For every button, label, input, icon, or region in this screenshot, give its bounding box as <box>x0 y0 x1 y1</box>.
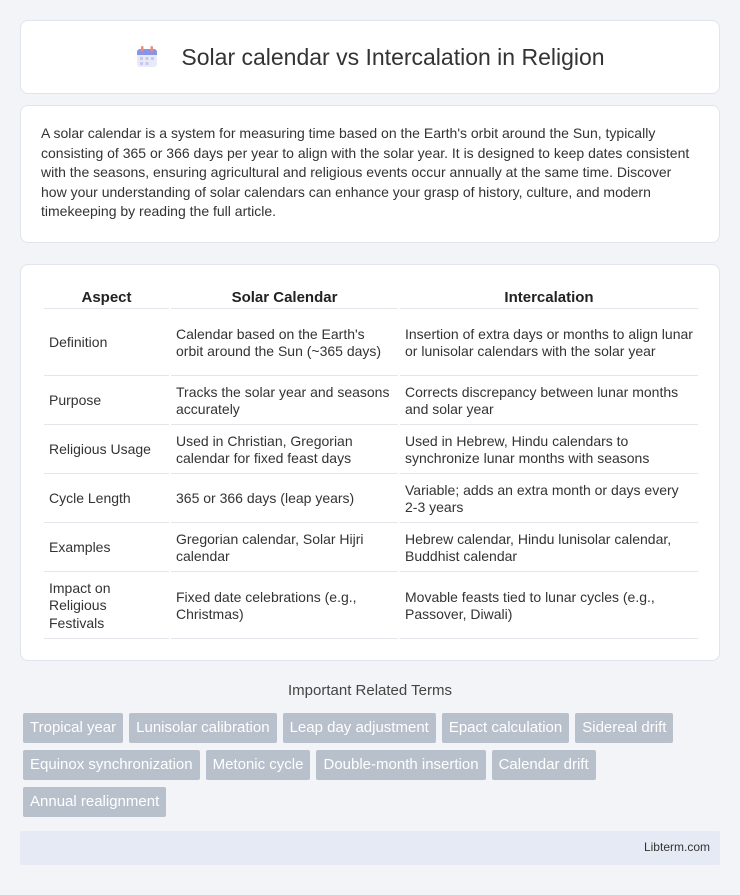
row-intercalation: Corrects discrepancy between lunar months and solar year <box>400 378 698 425</box>
column-header-intercalation: Intercalation <box>400 287 698 309</box>
table-row <box>44 476 698 523</box>
row-solar: 365 or 366 days (leap years) <box>171 476 398 523</box>
table-row <box>44 427 698 474</box>
row-solar: Used in Christian, Gregorian calendar for fixed feast days <box>171 427 398 474</box>
table-row <box>44 311 698 376</box>
table-header-row <box>44 287 698 309</box>
column-header-aspect: Aspect <box>44 287 169 309</box>
intro-text: A solar calendar is a system for measuring time based on the Earth's orbit around the Sun, typically consisting of 365 or 366 days per year to align with the solar year. It is designed to keep dates consistent with the seasons, ensuring agricultural and religious events occur annually at the same time. Discover how your understanding of solar calendars can enhance your grasp of history, culture, and modern timekeeping by reading the full article. <box>41 125 690 220</box>
row-intercalation: Variable; adds an extra month or days every 2-3 years <box>400 476 698 523</box>
intro-card <box>20 105 720 243</box>
table-row <box>44 525 698 572</box>
row-aspect: Cycle Length <box>44 476 169 523</box>
row-intercalation: Hebrew calendar, Hindu lunisolar calendar, Buddhist calendar <box>400 525 698 572</box>
row-aspect: Impact on Religious Festivals <box>44 574 169 639</box>
related-term-tag[interactable]: Sidereal drift <box>575 713 673 743</box>
related-term-tag[interactable]: Annual realignment <box>23 787 166 817</box>
row-aspect: Examples <box>44 525 169 572</box>
calendar-icon <box>135 45 159 69</box>
title-card <box>20 20 720 94</box>
row-solar: Tracks the solar year and seasons accurately <box>171 378 398 425</box>
related-terms-list <box>23 713 723 817</box>
footer-site-link[interactable]: Libterm.com <box>643 840 710 854</box>
table-row <box>44 574 698 639</box>
related-term-tag[interactable]: Tropical year <box>23 713 123 743</box>
related-term-tag[interactable]: Lunisolar calibration <box>129 713 276 743</box>
row-solar: Fixed date celebrations (e.g., Christmas) <box>171 574 398 639</box>
row-intercalation: Used in Hebrew, Hindu calendars to synchronize lunar months with seasons <box>400 427 698 474</box>
related-term-tag[interactable]: Leap day adjustment <box>283 713 436 743</box>
comparison-table <box>42 285 700 641</box>
related-term-tag[interactable]: Double-month insertion <box>316 750 485 780</box>
row-solar: Gregorian calendar, Solar Hijri calendar <box>171 525 398 572</box>
related-term-tag[interactable]: Epact calculation <box>442 713 569 743</box>
table-row <box>44 378 698 425</box>
row-aspect: Purpose <box>44 378 169 425</box>
row-solar: Calendar based on the Earth's orbit around the Sun (~365 days) <box>171 311 398 376</box>
footer <box>20 831 720 865</box>
column-header-solar: Solar Calendar <box>171 287 398 309</box>
related-term-tag[interactable]: Calendar drift <box>492 750 596 780</box>
page-title: Solar calendar vs Intercalation in Religion <box>181 43 605 70</box>
row-intercalation: Insertion of extra days or months to align lunar or lunisolar calendars with the solar year <box>400 311 698 376</box>
comparison-table-card <box>20 264 720 661</box>
related-term-tag[interactable]: Equinox synchronization <box>23 750 200 780</box>
row-intercalation: Movable feasts tied to lunar cycles (e.g., Passover, Diwali) <box>400 574 698 639</box>
row-aspect: Definition <box>44 311 169 376</box>
related-terms-heading: Important Related Terms <box>288 682 452 699</box>
row-aspect: Religious Usage <box>44 427 169 474</box>
related-term-tag[interactable]: Metonic cycle <box>206 750 311 780</box>
